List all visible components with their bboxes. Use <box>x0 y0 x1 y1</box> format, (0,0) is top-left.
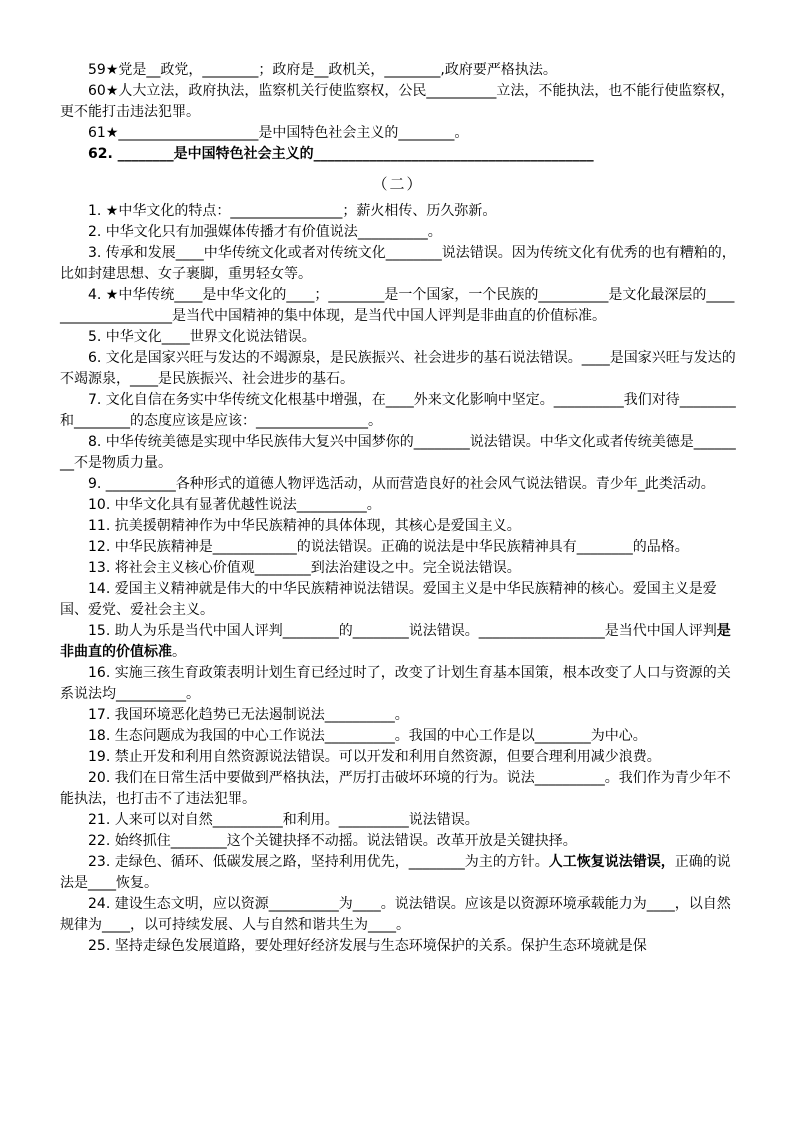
item-15-bold: 是非曲直的价值标准 <box>60 623 731 660</box>
item-62: 62. ________是中国特色社会主义的________________________________________ <box>88 146 594 162</box>
list-item: 2. 中华文化只有加强媒体传播才有价值说法__________。 <box>88 224 442 240</box>
list-item: 6. 文化是国家兴旺与发达的不竭源泉，是民族振兴、社会进步的基石说法错误。____是国家兴旺与发达的不竭源泉，____是民族振兴、社会进步的基石。 <box>60 350 736 387</box>
list-item: 22. 始终抓住________这个关键抉择不动摇。说法错误。改革开放是关键抉择。 <box>88 833 577 849</box>
item-23-text: 23. 走绿色、循环、低碳发展之路，坚持利用优先，________为主的方针。 <box>88 854 549 870</box>
item-61: 61★____________________是中国特色社会主义的________。 <box>88 125 469 141</box>
list-item: 20. 我们在日常生活中要做到严格执法，严厉打击破坏环境的行为。说法__________。我们作为青少年不能执法，也打击不了违法犯罪。 <box>60 770 731 807</box>
list-item: 10. 中华文化具有显著优越性说法__________。 <box>88 497 381 513</box>
list-item-23 <box>60 852 736 894</box>
list-item: 18. 生态问题成为我国的中心工作说法__________。我国的中心工作是以________为中心。 <box>88 728 647 744</box>
document-page <box>60 60 736 957</box>
list-item: 17. 我国环境恶化趋势已无法遏制说法__________。 <box>88 707 409 723</box>
list-item: 14. 爱国主义精神就是伟大的中华民族精神说法错误。爱国主义是中华民族精神的核心。爱国主义是爱国、爱党、爱社会主义。 <box>60 581 717 618</box>
list-item: 4. ★中华传统____是中华文化的____；________是一个国家，一个民族的__________是文化最深层的____________________是当代中国精神的集中体现，是当代中国人评判是非曲直的价值标准。 <box>60 287 735 324</box>
list-item: 21. 人来可以对自然__________和利用。__________说法错误。 <box>88 812 479 828</box>
list-item: 12. 中华民族精神是____________的说法错误。正确的说法是中华民族精神具有________的品格。 <box>88 539 689 555</box>
list-item: 5. 中华文化____世界文化说法错误。 <box>88 329 316 345</box>
list-item: 1. ★中华文化的特点：________________；薪火相传、历久弥新。 <box>88 203 497 219</box>
list-item: 8. 中华传统美德是实现中华民族伟大复兴中国梦你的________说法错误。中华文化或者传统美德是________不是物质力量。 <box>60 434 736 471</box>
list-item: 3. 传承和发展____中华传统文化或者对传统文化________说法错误。因为传统文化有优秀的也有糟粕的，比如封建思想、女子裹脚，重男轻女等。 <box>60 245 736 282</box>
list-item: 13. 将社会主义核心价值观________到法治建设之中。完全说法错误。 <box>88 560 521 576</box>
item-15-text: 15. 助人为乐是当代中国人评判________的________说法错误。__________________是当代中国人评判 <box>88 623 717 639</box>
list-item: 24. 建设生态文明，应以资源__________为____。说法错误。应该是以资源环境承载能力为____，以自然规律为____，以可持续发展、人与自然和谐共生为____。 <box>60 896 731 933</box>
item-60: 60★人大立法，政府执法，监察机关行使监察权，公民__________立法，不能执法，也不能行使监察权，更不能打击违法犯罪。 <box>60 83 735 120</box>
list-item: 16. 实施三孩生育政策表明计划生育已经过时了，改变了计划生育基本国策，根本改变了人口与资源的关系说法均__________。 <box>60 665 731 702</box>
list-item: 11. 抗美援朝精神作为中华民族精神的具体体现，其核心是爱国主义。 <box>88 518 521 534</box>
item-15-end: 。 <box>172 644 186 660</box>
item-23-end: 正确的说法是____恢复。 <box>60 854 731 891</box>
list-item-15 <box>60 621 736 663</box>
list-item: 9. __________各种形式的道德人物评选活动，从而营造良好的社会风气说法错误。青少年_此类活动。 <box>88 476 715 492</box>
section-title: （二） <box>372 175 424 193</box>
list-item: 19. 禁止开发和利用自然资源说法错误。可以开发和利用自然资源，但要合理利用减少浪费。 <box>88 749 661 765</box>
list-item: 7. 文化自信在务实中华传统文化根基中增强，在____外来文化影响中坚定。__________我们对待________和________的态度应该是应该：________________。 <box>60 392 736 429</box>
item-59: 59★党是__政党，________；政府是__政机关，________,政府要严格执法。 <box>88 62 557 78</box>
list-item: 25. 坚持走绿色发展道路，要处理好经济发展与生态环境保护的关系。保护生态环境就是保 <box>88 938 647 954</box>
item-23-bold: 人工恢复说法错误， <box>548 854 675 870</box>
